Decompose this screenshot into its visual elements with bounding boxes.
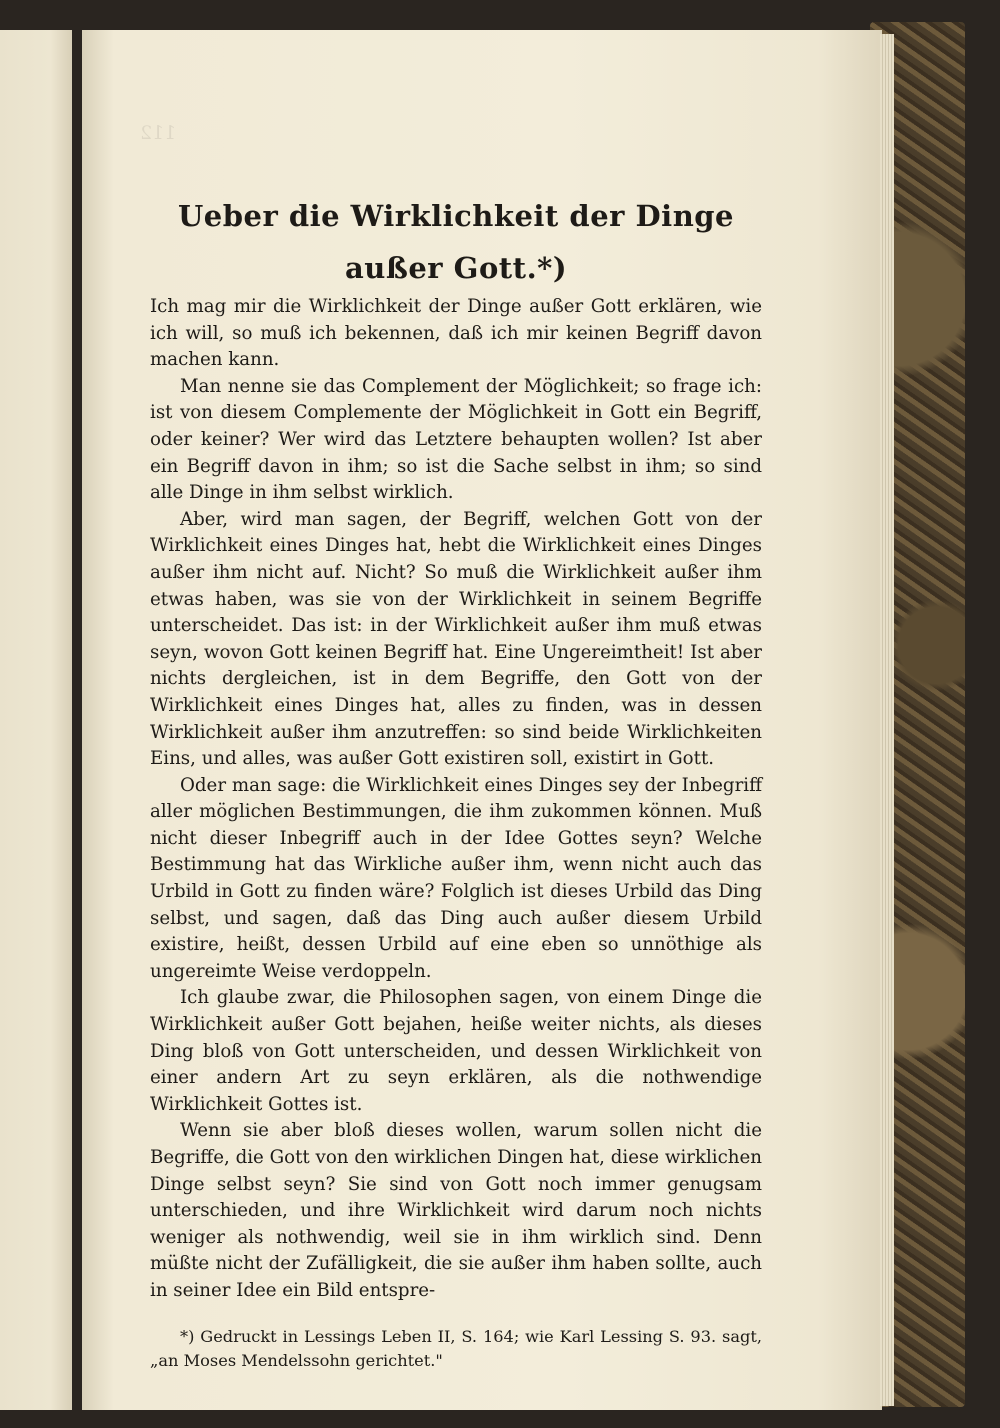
page-title: Ueber die Wirklichkeit der Dinge außer Gott.*) — [177, 199, 735, 285]
paragraph-3: Aber, wird man sagen, der Begriff, welchen Gott von der Wirklichkeit eines Dinges hat, hebt die Wirklichkeit eines Dinges außer ihm nicht auf. Nicht? So muß die Wirklichkeit außer ihm etwas haben, was sie von der Wirklichkeit in seinem Begriffe unterscheidet. Das ist: in der Wirklichkeit außer ihm muß etwas seyn, wovon Gott keinen Begriff hat. Eine Ungereimtheit! Ist aber nichts dergleichen, ist in dem Begriffe, den Gott von der Wirklichkeit eines Dinges hat, alles zu finden, was in dessen Wirklichkeit außer ihm anzutreffen: so sind beide Wirklichkeiten Eins, und alles, was außer Gott existiren soll, existirt in Gott. — [150, 508, 762, 770]
page-text — [150, 190, 762, 1373]
paragraph-2: Man nenne sie das Complement der Möglichkeit; so frage ich: ist von diesem Complemente der Möglichkeit in Gott ein Begriff, oder keiner? Wer wird das Letztere behaupten wollen? Ist aber ein Begriff davon in ihm; so ist die Sache selbst in ihm; so sind alle Dinge in ihm selbst wirklich. — [150, 375, 762, 504]
paragraph-6: Wenn sie aber bloß dieses wollen, warum sollen nicht die Begriffe, die Gott von den wirklichen Dingen hat, diese wirklichen Dinge selbst seyn? Sie sind von Gott noch immer genugsam unterschieden, und ihre Wirklichkeit wird darum noch nichts weniger als nothwendig, weil sie in ihm wirklich sind. Denn müßte nicht der Zufälligkeit, die sie außer ihm haben sollte, auch in seiner Idee ein Bild entspre- — [150, 1120, 762, 1301]
left-page-edge — [0, 30, 72, 1410]
footnote: *) Gedruckt in Lessings Leben II, S. 164; wie Karl Lessing S. 93. sagt, „an Moses Mendelssohn gerichtet." — [150, 1326, 762, 1370]
paragraph-1: Ich mag mir die Wirklichkeit der Dinge außer Gott erklären, wie ich will, so muß ich bekennen, daß ich mir keinen Begriff davon machen kann. — [150, 296, 762, 371]
paragraph-5: Ich glaube zwar, die Philosophen sagen, von einem Dinge die Wirklichkeit außer Gott bejahen, heiße weiter nichts, als dieses Ding bloß von Gott unterscheiden, und dessen Wirklichkeit von einer andern Art zu seyn erklären, als die nothwendige Wirklichkeit Gottes ist. — [150, 987, 762, 1115]
page-edges — [880, 34, 894, 1406]
footnote-separator — [150, 1305, 762, 1325]
paragraph-4: Oder man sage: die Wirklichkeit eines Dinges sey der Inbegriff aller möglichen Bestimmungen, die ihm zukommen können. Muß nicht dieser Inbegriff auch in der Idee Gottes seyn? Welche Bestimmung hat das Wirkliche außer ihm, wenn nicht auch das Urbild in Gott zu finden wäre? Folglich ist dieses Urbild das Ding selbst, und sagen, daß das Ding auch außer diesem Urbild existire, heißt, dessen Urbild auf eine eben so unnöthige als ungereimte Weise verdoppeln. — [150, 774, 762, 982]
bleed-through-page-number: 112 — [140, 122, 177, 144]
